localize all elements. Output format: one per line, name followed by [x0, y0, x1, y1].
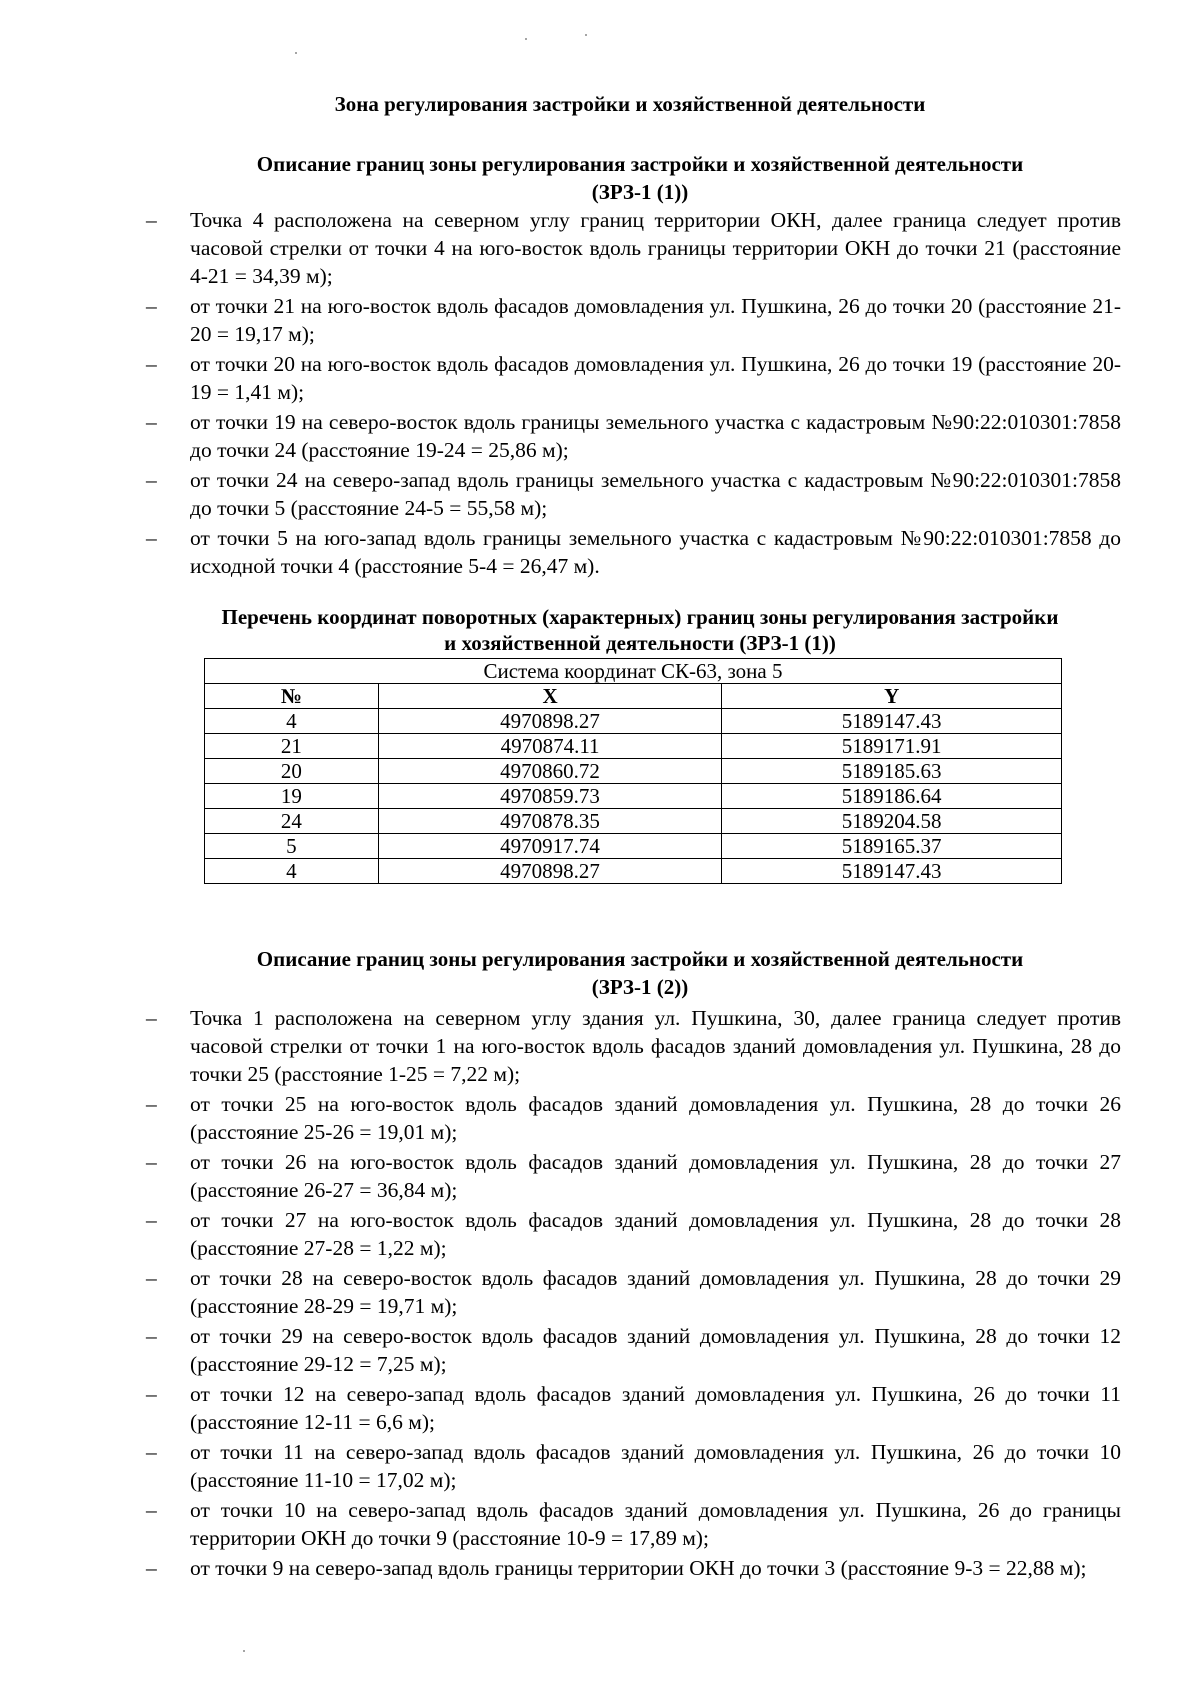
list-item [146, 1264, 1121, 1320]
list-item-text: от точки 27 на юго-восток вдоль фасадов зданий домовладения ул. Пушкина, 28 до точки 28 (расстояние 27-28 = 1,22 м); [190, 1208, 1121, 1260]
x-coordinate-cell: 4970860.72 [378, 759, 722, 784]
dash-bullet: – [146, 1092, 157, 1116]
table-caption [140, 604, 1140, 656]
point-number-cell: 24 [205, 809, 379, 834]
point-number-cell: 4 [205, 859, 379, 884]
list-item [146, 350, 1121, 406]
dash-bullet: – [146, 1382, 157, 1406]
list-item [146, 292, 1121, 348]
list-item-text: от точки 21 на юго-восток вдоль фасадов домовладения ул. Пушкина, 26 до точки 20 (расстояние 21-20 = 19,17 м); [190, 294, 1121, 346]
dash-bullet: – [146, 208, 157, 232]
list-item [146, 1496, 1121, 1552]
dash-bullet: – [146, 1440, 157, 1464]
scan-speck [585, 34, 587, 36]
dash-bullet: – [146, 410, 157, 434]
list-item [146, 1554, 1121, 1582]
table-row [205, 834, 1062, 859]
list-item-text: от точки 10 на северо-запад вдоль фасадов зданий домовладения ул. Пушкина, 26 до границы территории ОКН до точки 9 (расстояние 10-9 = 17,89 м); [190, 1498, 1121, 1550]
column-header-y: Y [722, 684, 1062, 709]
list-item [146, 1322, 1121, 1378]
list-item-text: от точки 24 на северо-запад вдоль границы земельного участка с кадастровым №90:22:010301:7858 до точки 5 (расстояние 24-5 = 55,58 м); [190, 468, 1121, 520]
document-title: Зона регулирования застройки и хозяйственной деятельности [334, 92, 926, 116]
table-row [205, 709, 1062, 734]
list-item [146, 466, 1121, 522]
table-row [205, 759, 1062, 784]
coordinate-system: Система координат СК-63, зона 5 [205, 659, 1062, 684]
list-item-text: от точки 29 на северо-восток вдоль фасадов зданий домовладения ул. Пушкина, 28 до точки 12 (расстояние 29-12 = 7,25 м); [190, 1324, 1121, 1376]
coordinates-table [204, 658, 1062, 884]
x-coordinate-cell: 4970898.27 [378, 859, 722, 884]
column-header-number: № [205, 684, 379, 709]
list-item-text: Точка 1 расположена на северном углу здания ул. Пушкина, 30, далее граница следует против часовой стрелки от точки 1 на юго-восток вдоль фасадов зданий домовладения ул. Пушкина, 28 до точки 25 (расстояние 1-25 = 7,22 м); [190, 1006, 1121, 1086]
dash-bullet: – [146, 1150, 157, 1174]
table-row [205, 734, 1062, 759]
list-item [146, 1004, 1121, 1088]
x-coordinate-cell: 4970878.35 [378, 809, 722, 834]
list-item [146, 1380, 1121, 1436]
y-coordinate-cell: 5189186.64 [722, 784, 1062, 809]
table-row [205, 809, 1062, 834]
dash-bullet: – [146, 1266, 157, 1290]
dash-bullet: – [146, 294, 157, 318]
section1-heading-line2: (ЗРЗ-1 (1)) [591, 180, 689, 204]
list-item [146, 1090, 1121, 1146]
list-item-text: от точки 9 на северо-запад вдоль границы территории ОКН до точки 3 (расстояние 9-3 = 22,88 м); [190, 1556, 1087, 1580]
dash-bullet: – [146, 1498, 157, 1522]
point-number-cell: 20 [205, 759, 379, 784]
section1-list [146, 206, 1121, 582]
table-header-row [205, 684, 1062, 709]
column-header-x: X [378, 684, 722, 709]
scan-speck [243, 1650, 245, 1652]
list-item [146, 408, 1121, 464]
x-coordinate-cell: 4970859.73 [378, 784, 722, 809]
dash-bullet: – [146, 1006, 157, 1030]
y-coordinate-cell: 5189204.58 [722, 809, 1062, 834]
y-coordinate-cell: 5189185.63 [722, 759, 1062, 784]
scan-speck [295, 52, 297, 54]
section2-heading-line1: Описание границ зоны регулирования застройки и хозяйственной деятельности [256, 947, 1024, 971]
dash-bullet: – [146, 1556, 157, 1580]
point-number-cell: 4 [205, 709, 379, 734]
x-coordinate-cell: 4970917.74 [378, 834, 722, 859]
scan-speck [525, 38, 527, 40]
list-item [146, 1206, 1121, 1262]
list-item-text: от точки 20 на юго-восток вдоль фасадов домовладения ул. Пушкина, 26 до точки 19 (расстояние 20-19 = 1,41 м); [190, 352, 1121, 404]
dash-bullet: – [146, 1324, 157, 1348]
list-item-text: от точки 5 на юго-запад вдоль границы земельного участка с кадастровым №90:22:010301:7858 до исходной точки 4 (расстояние 5-4 = 26,47 м). [190, 526, 1121, 578]
table-row [205, 859, 1062, 884]
dash-bullet: – [146, 468, 157, 492]
dash-bullet: – [146, 1208, 157, 1232]
list-item-text: от точки 19 на северо-восток вдоль границы земельного участка с кадастровым №90:22:010301:7858 до точки 24 (расстояние 19-24 = 25,86 м); [190, 410, 1121, 462]
y-coordinate-cell: 5189165.37 [722, 834, 1062, 859]
y-coordinate-cell: 5189147.43 [722, 709, 1062, 734]
list-item-text: от точки 11 на северо-запад вдоль фасадов зданий домовладения ул. Пушкина, 26 до точки 10 (расстояние 11-10 = 17,02 м); [190, 1440, 1121, 1492]
list-item [146, 206, 1121, 290]
table-system-row [205, 659, 1062, 684]
list-item-text: от точки 12 на северо-запад вдоль фасадов зданий домовладения ул. Пушкина, 26 до точки 11 (расстояние 12-11 = 6,6 м); [190, 1382, 1121, 1434]
list-item-text: от точки 28 на северо-восток вдоль фасадов зданий домовладения ул. Пушкина, 28 до точки 29 (расстояние 28-29 = 19,71 м); [190, 1266, 1121, 1318]
table-row [205, 784, 1062, 809]
section2-list [146, 1004, 1121, 1584]
list-item [146, 1438, 1121, 1494]
list-item [146, 1148, 1121, 1204]
table-caption-line1: Перечень координат поворотных (характерных) границ зоны регулирования застройки [221, 605, 1059, 629]
section1-heading [140, 150, 1140, 206]
list-item [146, 524, 1121, 580]
y-coordinate-cell: 5189171.91 [722, 734, 1062, 759]
section2-heading-line2: (ЗРЗ-1 (2)) [591, 975, 689, 999]
dash-bullet: – [146, 526, 157, 550]
table-caption-line2: и хозяйственной деятельности (ЗРЗ-1 (1)) [444, 631, 836, 655]
list-item-text: от точки 25 на юго-восток вдоль фасадов зданий домовладения ул. Пушкина, 28 до точки 26 (расстояние 25-26 = 19,01 м); [190, 1092, 1121, 1144]
dash-bullet: – [146, 352, 157, 376]
list-item-text: от точки 26 на юго-восток вдоль фасадов зданий домовладения ул. Пушкина, 28 до точки 27 (расстояние 26-27 = 36,84 м); [190, 1150, 1121, 1202]
x-coordinate-cell: 4970898.27 [378, 709, 722, 734]
list-item-text: Точка 4 расположена на северном углу границ территории ОКН, далее граница следует против часовой стрелки от точки 4 на юго-восток вдоль границы территории ОКН до точки 21 (расстояние 4-21 = 34,39 м); [190, 208, 1121, 288]
section1-heading-line1: Описание границ зоны регулирования застройки и хозяйственной деятельности [256, 152, 1024, 176]
point-number-cell: 19 [205, 784, 379, 809]
y-coordinate-cell: 5189147.43 [722, 859, 1062, 884]
section2-heading [140, 945, 1140, 1001]
x-coordinate-cell: 4970874.11 [378, 734, 722, 759]
point-number-cell: 5 [205, 834, 379, 859]
point-number-cell: 21 [205, 734, 379, 759]
